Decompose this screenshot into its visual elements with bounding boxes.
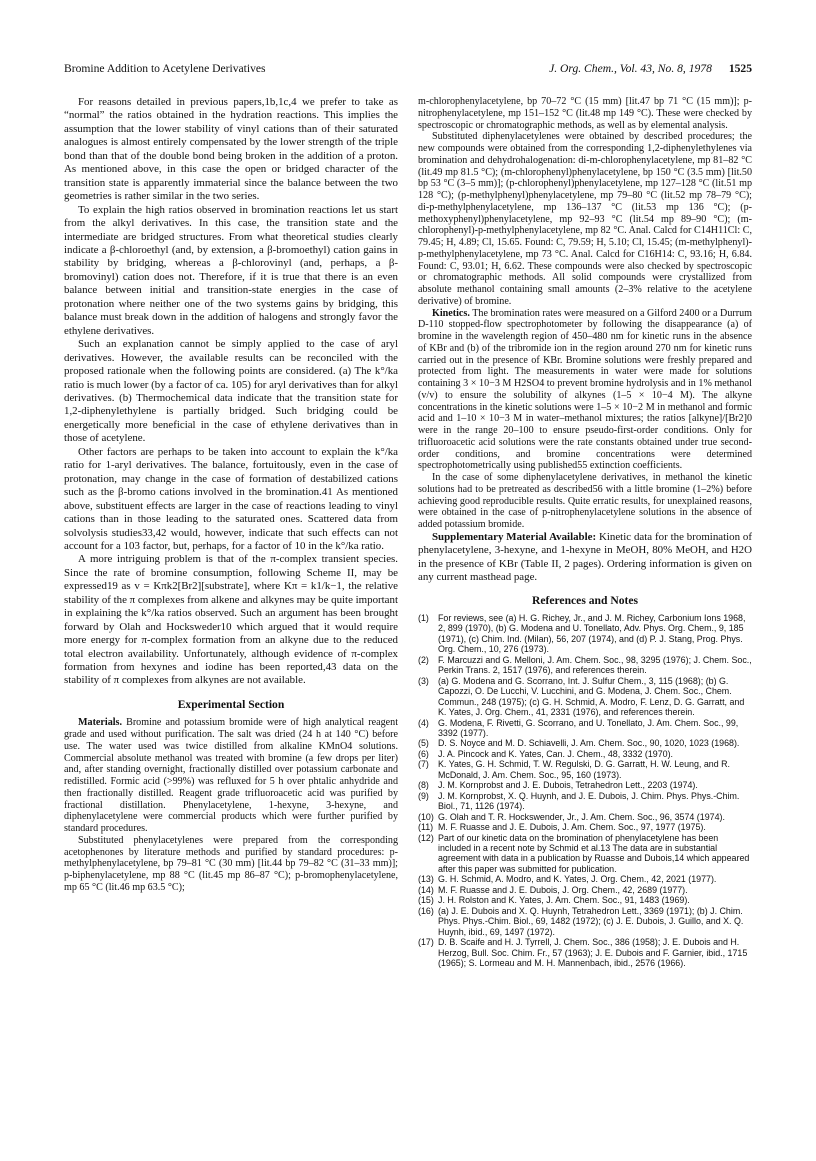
reference-number: (11) bbox=[418, 822, 434, 833]
reference-text: (a) G. Modena and G. Scorrano, Int. J. Sulfur Chem., 3, 115 (1968); (b) G. Capozzi, O. De Lucchi, V. Lucchini, and G. Modena, J. Chem. Soc., Chem. Commun., 248 (1975); (c) G. H. Schmid, A. Modro, F. Lenz, D. G. Garratt, and K. Yates, J. Org. Chem., 41, 2331 (1976), and references therein. bbox=[438, 675, 745, 718]
kinetics-text: The bromination rates were measured on a Gilford 2400 or a Durrum D-110 stopped-flow spectrophotometer by following the disappearance (a) of bromine in the wavelength region of 450–480 nm for kinetic runs in the absence of KBr and (b) of the tribromide ion in the region around 270 nm for kinetic runs carried out in the presence of KBr. Bromine solutions were freshly prepared and protected from light. The measurements in water were made for solutions containing 3 × 10−3 M H2SO4 to prevent bromine hydrolysis and in 1% methanol (v/v) to ensure the solubility of alkynes (1–5 × 10−4 M). The alkyne concentrations in the kinetic solutions were 1–5 × 10−2 M in methanol and formic acid and 1–10 × 10−3 M in water–methanol mixtures; the ratios [alkyne]/[Br2]0 were in the range 20–100 to ensure pseudo-first-order conditions. Only for trifluoroacetic acid solutions were the rate constants obtained under true second-order conditions, and bromine concentrations were determined spectrophotometrically using published55 extinction coefficients. bbox=[418, 307, 752, 472]
body-paragraph: In the case of some diphenylacetylene derivatives, in methanol the kinetic solutions had to be pretreated as described56 with a little bromine (1–2%) before achieving good reproducible results. Quite erratic results, for unexplained reasons, were obtained in the case of p-nitrophenylacetylene solutions in the absence of added potassium bromide. bbox=[418, 472, 752, 530]
run-in-heading: Materials. bbox=[78, 717, 123, 729]
experimental-continued bbox=[418, 96, 752, 531]
right-column bbox=[418, 96, 752, 968]
left-column bbox=[64, 96, 398, 894]
reference-text: (a) J. E. Dubois and X. Q. Huynh, Tetrahedron Lett., 3369 (1971); (b) J. Chim. Phys. Phys.-Chim. Biol., 69, 1482 (1972); (c) J. E. Dubois, J. Guillo, and X. Q. Huynh, ibid., 69, 1497 (1972). bbox=[438, 905, 744, 937]
reference-item bbox=[418, 780, 752, 790]
reference-text: G. Modena, F. Rivetti, G. Scorrano, and U. Tonellato, J. Am. Chem. Soc., 99, 3392 (1977). bbox=[438, 717, 739, 738]
reference-text: M. F. Ruasse and J. E. Dubois, J. Org. Chem., 42, 2689 (1977). bbox=[438, 884, 688, 895]
body-paragraph: A more intriguing problem is that of the π-complex transient species. Since the rate of bromine consumption, following Scheme II, may be expressed19 as v = Kπk2[Br2][substrate], where Kπ = k1/k−1, the relative stability of the π complexes from alkene and alkynes may be quite important in explaining the k°/ka ratios observed. Such an argument has been brought forward by Olah and Hocksweder10 which argued that it would require more energy for π-complex formation from an alkyne due to the reduced total electron availability. Unfortunately, although evidence of π-complex formation from hexynes and iodine has been reported,43 data on the stability of π complexes from alkynes are not available. bbox=[64, 553, 398, 687]
reference-number: (14) bbox=[418, 884, 434, 895]
reference-number: (12) bbox=[418, 832, 434, 843]
reference-item bbox=[418, 718, 752, 739]
reference-item bbox=[418, 885, 752, 895]
reference-number: (9) bbox=[418, 790, 429, 801]
reference-text: J. H. Rolston and K. Yates, J. Am. Chem. Soc., 91, 1483 (1969). bbox=[438, 895, 690, 906]
materials-paragraph bbox=[64, 717, 398, 835]
body-paragraph: m-chlorophenylacetylene, bp 70–72 °C (15 mm) [lit.47 bp 71 °C (15 mm)]; p-nitrophenylacetylene, mp 151–152 °C (lit.48 mp 149 °C). These were checked by spectroscopic or chromatographic methods, as well as by elemental analysis. bbox=[418, 96, 752, 131]
reference-item bbox=[418, 655, 752, 676]
supplementary-text: Kinetic data for the bromination of phenylacetylene, 3-hexyne, and 1-hexyne in MeOH, 80% MeOH, and H2O in the presence of KBr (Table II, 2 pages). Ordering information is given on any current masthead page. bbox=[418, 530, 753, 584]
reference-item bbox=[418, 613, 752, 655]
materials-text: Bromine and potassium bromide were of high analytical reagent grade and used without purification. The salt was dried (24 h at 140 °C) before use. The water used was twice distilled from alkaline KMnO4 solutions. Commercial absolute methanol was treated with bromine (a few drops per liter) and, after standing overnight, fractionally distilled over potassium carbonate and redistilled. Formic acid (>99%) was refluxed for 5 h over phtalic anhydride and then fractionally distilled. Reagent grade trifluoroacetic acid was purified by fractional distillation. Phenylacetylene, 1-hexyne, 3-hexyne, and diphenylacetylene were commercial products which were further purified by standard procedures. bbox=[64, 717, 398, 835]
reference-number: (16) bbox=[418, 905, 434, 916]
reference-number: (10) bbox=[418, 811, 434, 822]
body-paragraph: For reasons detailed in previous papers,1b,1c,4 we prefer to take as “normal” the ratios obtained in the hydration reactions. This implies the assumption that the lower stability of vinyl cations than of their saturated analogues is almost entirely compensated by the lower strength of the triple bond than that of the double bond being broken in the addition of a proton. As mentioned above, in this case the open or bridged character of the transition state is apparently immaterial since the balance between the two geometries is rather similar in the two series. bbox=[64, 96, 398, 203]
reference-text: G. H. Schmid, A. Modro, and K. Yates, J. Org. Chem., 42, 2021 (1977). bbox=[438, 874, 717, 885]
run-in-heading: Supplementary Material Available: bbox=[432, 530, 597, 543]
reference-text: Part of our kinetic data on the bromination of phenylacetylene has been included in a recent note by Schmid et al.13 The data are in substantial agreement with data in a publication by Ruasse and Dubois,14 which appeared after this paper was submitted for publication. bbox=[438, 832, 750, 874]
section-heading-experimental: Experimental Section bbox=[177, 697, 285, 711]
body-paragraph: Such an explanation cannot be simply applied to the case of aryl derivatives. However, the available results can be reconciled with the proposed rationale when the following points are considered. (a) The k°/ka ratio is much lower (by a factor of ca. 105) for aryl derivatives than for alkyl derivatives. (b) Thermochemical data indicate that the transition state for 1,2-diphenylethylene is partially bridged. Such bridging could be energetically more beneficial in the case of ethylene derivatives than in those of acetylene. bbox=[64, 338, 398, 445]
reference-text: M. F. Ruasse and J. E. Dubois, J. Am. Chem. Soc., 97, 1977 (1975). bbox=[438, 822, 706, 833]
reference-text: J. M. Kornprobst and J. E. Dubois, Tetrahedron Lett., 2203 (1974). bbox=[438, 780, 698, 791]
reference-item bbox=[418, 895, 752, 905]
reference-number: (17) bbox=[418, 937, 434, 948]
reference-item bbox=[418, 822, 752, 832]
reference-number: (1) bbox=[418, 613, 429, 624]
reference-number: (5) bbox=[418, 738, 429, 749]
reference-item bbox=[418, 874, 752, 884]
reference-number: (2) bbox=[418, 654, 429, 665]
reference-number: (8) bbox=[418, 780, 429, 791]
reference-text: F. Marcuzzi and G. Melloni, J. Am. Chem. Soc., 98, 3295 (1976); J. Chem. Soc., Perkin Trans. 2, 1517 (1976), and references therein. bbox=[438, 654, 752, 676]
reference-item bbox=[418, 738, 752, 748]
reference-number: (3) bbox=[418, 675, 429, 686]
body-paragraph: Substituted diphenylacetylenes were obtained by described procedures; the new compounds were obtained from the corresponding 1,2-diphenylethylenes via bromination and dehydrohalogenation: di-m-chlorophenylacetylene, mp 81–82 °C (lit.49 mp 81.5 °C); (m-chlorophenyl)phenylacetylene, bp 150 °C (3.5 mm) [lit.50 bp 53 °C (3–5 mm)]; (p-chlorophenyl)phenylacetylene, mp 127–128 °C (lit.51 mp 128 °C); (p-methylphenyl)phenylacetylene, mp 79–80 °C (lit.52 mp 78–79 °C); di-p-methylphenylacetylene, mp 136–137 °C (lit.53 mp 136 °C); (p-methoxyphenyl)phenylacetylene, mp 92–93 °C (lit.54 mp 89–90 °C); (m-chlorophenyl)-p-methylphenylacetylene, mp 82 °C. Anal. Calcd for C14H11Cl: C, 79.45; H, 4.89; Cl, 15.65. Found: C, 79.59; H, 5.10; Cl, 15.45; (m-methylphenyl)-p-methylphenylacetylene, mp 73 °C. Anal. Calcd for C16H14: C, 93.16; H, 6.84. Found: C, 93.01; H, 6.62. These compounds were also checked by spectroscopic or chromatographic methods. All solid compounds were crystallized from absolute methanol containing small amounts (2–3% relative to the acetylene derivative) of bromine. bbox=[418, 131, 752, 307]
journal-citation bbox=[549, 62, 752, 75]
reference-text: For reviews, see (a) H. G. Richey, Jr., and J. M. Richey, Carbonium Ions 1968, 2, 899 (1970), (b) G. Modena and U. Tonellato, Adv. Phys. Org. Chem., 9, 185 (1971), (c) Chim. Ind. (Milan), 56, 207 (1974), and (d) P. J. Stang, Prog. Phys. Org. Chem., 10, 276 (1973). bbox=[438, 613, 746, 655]
supplementary-paragraph bbox=[418, 531, 752, 585]
reference-item bbox=[418, 906, 752, 937]
page-number: 1525 bbox=[728, 62, 752, 75]
reference-item bbox=[418, 937, 752, 968]
reference-text: K. Yates, G. H. Schmid, T. W. Regulski, D. G. Garratt, H. W. Leung, and R. McDonald, J. Am. Chem. Soc., 95, 160 (1973). bbox=[438, 759, 730, 780]
run-in-heading: Kinetics. bbox=[432, 307, 470, 319]
journal-name: J. Org. Chem., Vol. 43, No. 8, 1978 bbox=[549, 62, 712, 75]
reference-text: D. S. Noyce and M. D. Schiavelli, J. Am. Chem. Soc., 90, 1020, 1023 (1968). bbox=[438, 738, 740, 749]
reference-number: (7) bbox=[418, 759, 429, 770]
reference-item bbox=[418, 749, 752, 759]
running-header bbox=[64, 62, 752, 80]
reference-item bbox=[418, 812, 752, 822]
reference-text: J. A. Pincock and K. Yates, Can. J. Chem., 48, 3332 (1970). bbox=[438, 748, 673, 759]
reference-number: (6) bbox=[418, 748, 429, 759]
reference-item bbox=[418, 759, 752, 780]
reference-number: (13) bbox=[418, 874, 434, 885]
experimental-text bbox=[64, 717, 398, 893]
reference-text: J. M. Kornprobst, X. Q. Huynh, and J. E. Dubois, J. Chim. Phys. Phys.-Chim. Biol., 71, 1126 (1974). bbox=[438, 790, 740, 812]
reference-text: D. B. Scaife and H. J. Tyrrell, J. Chem. Soc., 386 (1958); J. E. Dubois and H. Herzog, Bull. Soc. Chim. Fr., 57 (1963); J. E. Dubois and F. Garnier, ibid., 1715 (1965); S. Lormeau and M. H. Mannenbach, ibid., 2576 (1966). bbox=[438, 937, 748, 968]
reference-item bbox=[418, 791, 752, 812]
reference-number: (15) bbox=[418, 895, 434, 906]
section-heading-references: References and Notes bbox=[531, 593, 639, 607]
reference-number: (4) bbox=[418, 717, 429, 728]
substituted-paragraph: Substituted phenylacetylenes were prepared from the corresponding acetophenones by literature methods and purified by standard procedures: p-methylphenylacetylene, bp 79–81 °C (30 mm) [lit.44 bp 79–82 °C (31–33 mm)]; p-biphenylacetylene, mp 88 °C (lit.45 mp 86–87 °C); p-bromophenylacetylene, mp 65 °C (lit.46 mp 63.5 °C); bbox=[64, 834, 398, 893]
reference-item bbox=[418, 833, 752, 875]
body-paragraph: Other factors are perhaps to be taken into account to explain the k°/ka ratio for 1-aryl derivatives. The balance, fortuitously, even in the case of protonation, may change in the case of formation of destabilized cations such as the β-bromo cations involved in the bromination.41 As mentioned above, substituent effects are larger in the case of reactions leading to vinyl cations than in those leading to the saturated ones. Scattered data from solvolysis studies33,42 would, however, indicate that such effects can not account for a 103 factor, but, perhaps, for a factor of 10 in the k°/ka ratio. bbox=[64, 445, 398, 552]
kinetics-paragraph bbox=[418, 308, 752, 473]
running-title: Bromine Addition to Acetylene Derivatives bbox=[64, 62, 266, 75]
body-paragraph: To explain the high ratios observed in bromination reactions let us start from the alkyl derivatives. In this case, the transition state and the intermediate are bridged structures. From what theoretical studies clearly indicate a β-chloroethyl (and, by extension, a β-bromoethyl) cation gains in stability by bridging, whereas a β-chlorovinyl (and, perhaps, a β-bromovinyl) cation does not. Therefore, if it is true that there is an even balance between initial and transition-state energies in the case of protonation where neither one of the two systems gains by bridging, this balance must break down in the addition of halogens and strongly favor the ethylene derivatives. bbox=[64, 203, 398, 337]
reference-list bbox=[418, 613, 752, 968]
reference-item bbox=[418, 676, 752, 718]
reference-text: G. Olah and T. R. Hockswender, Jr., J. Am. Chem. Soc., 96, 3574 (1974). bbox=[438, 811, 725, 822]
